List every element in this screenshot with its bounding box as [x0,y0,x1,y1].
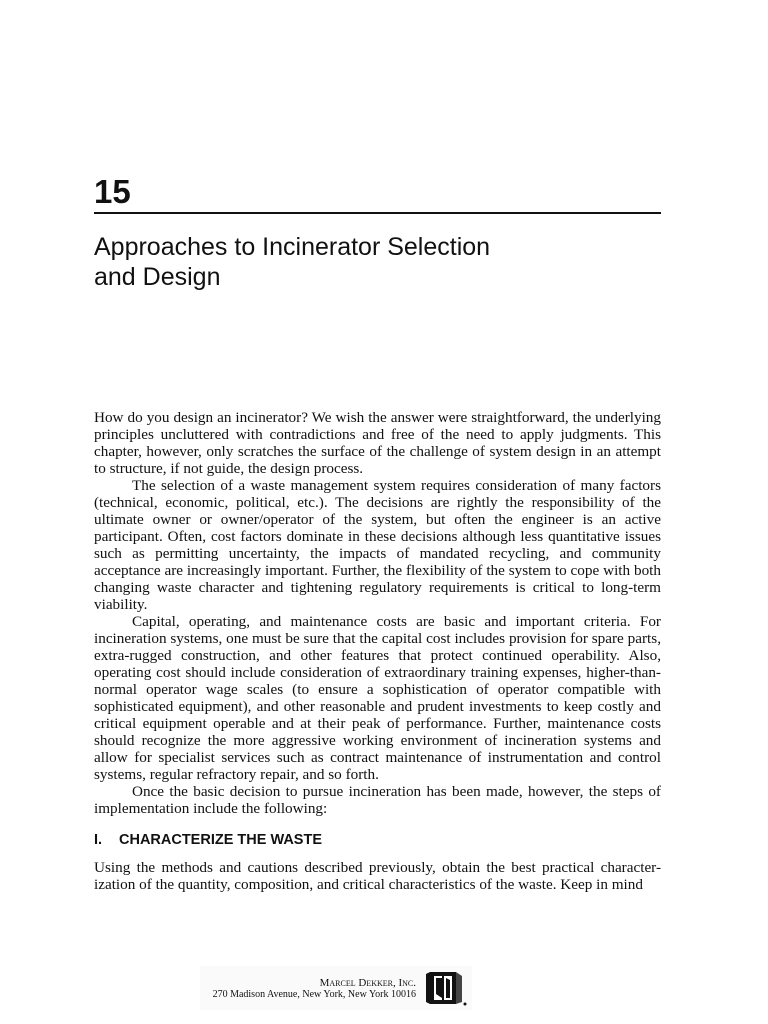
chapter-number: 15 [94,173,131,210]
paragraph-intro: How do you design an incinerator? We wish the answer were straightforward, the underlying principles uncluttered with contradictions and free of the need to apply judgments. This chapter, however, only scratches the surface of the challenge of system design in an attempt to structure, if not guide, the design process. [94,409,661,477]
section-paragraph: Using the methods and cautions described previously, obtain the best practical character-ization of the quantity, composition, and critical characteristics of the waste. Keep in mind [94,859,661,893]
paragraph-implementation: Once the basic decision to pursue incineration has been made, however, the steps of implementation include the following: [94,783,661,817]
chapter-rule [94,212,661,214]
publisher-footer [200,966,472,1010]
section-number: I. [94,832,103,848]
chapter-title-line-2: and Design [94,263,221,291]
section-title: CHARACTERIZE THE WASTE [119,832,322,848]
publisher-name: Marcel Dekker, Inc. [319,977,416,989]
publisher-logo-icon [424,968,468,1008]
body-text [94,409,661,893]
chapter-title [94,232,661,292]
paragraph-costs: Capital, operating, and maintenance costs are basic and important criteria. For incineration systems, one must be sure that the capital cost includes provision for spare parts, extra-rugged construction, and other features that protect continued operability. Also, operating cost should include consideration of extraordinary training expenses, higher-than-normal operator wage scales (to ensure a sophistication of operator compatible with sophisticated equipment), and other reasonable and prudent investments to keep costly and critical equipment operable and at their peak of performance. Further, maintenance costs should recognize the more aggressive working environment of incineration systems and allow for specialist services such as contract maintenance of instrumentation and control systems, regular refractory repair, and so forth. [94,613,661,783]
chapter-title-line-1: Approaches to Incinerator Selection [94,233,491,261]
publisher-address: 270 Madison Avenue, New York, New York 10016 [212,989,416,1000]
paragraph-selection: The selection of a waste management system requires consideration of many factors (technical, economic, political, etc.). The decisions are rightly the responsibility of the ultimate owner or owner/operator of the system, but often the engineer is an active participant. Often, cost factors dominate in these decisions although less quantitative issues such as permitting uncertainty, the impacts of mandated recycling, and community acceptance are increasingly important. Further, the flexibility of the system to cope with both changing waste character and tightening regulatory requirements is critical to long-term viability. [94,477,661,613]
section-heading [94,831,661,849]
